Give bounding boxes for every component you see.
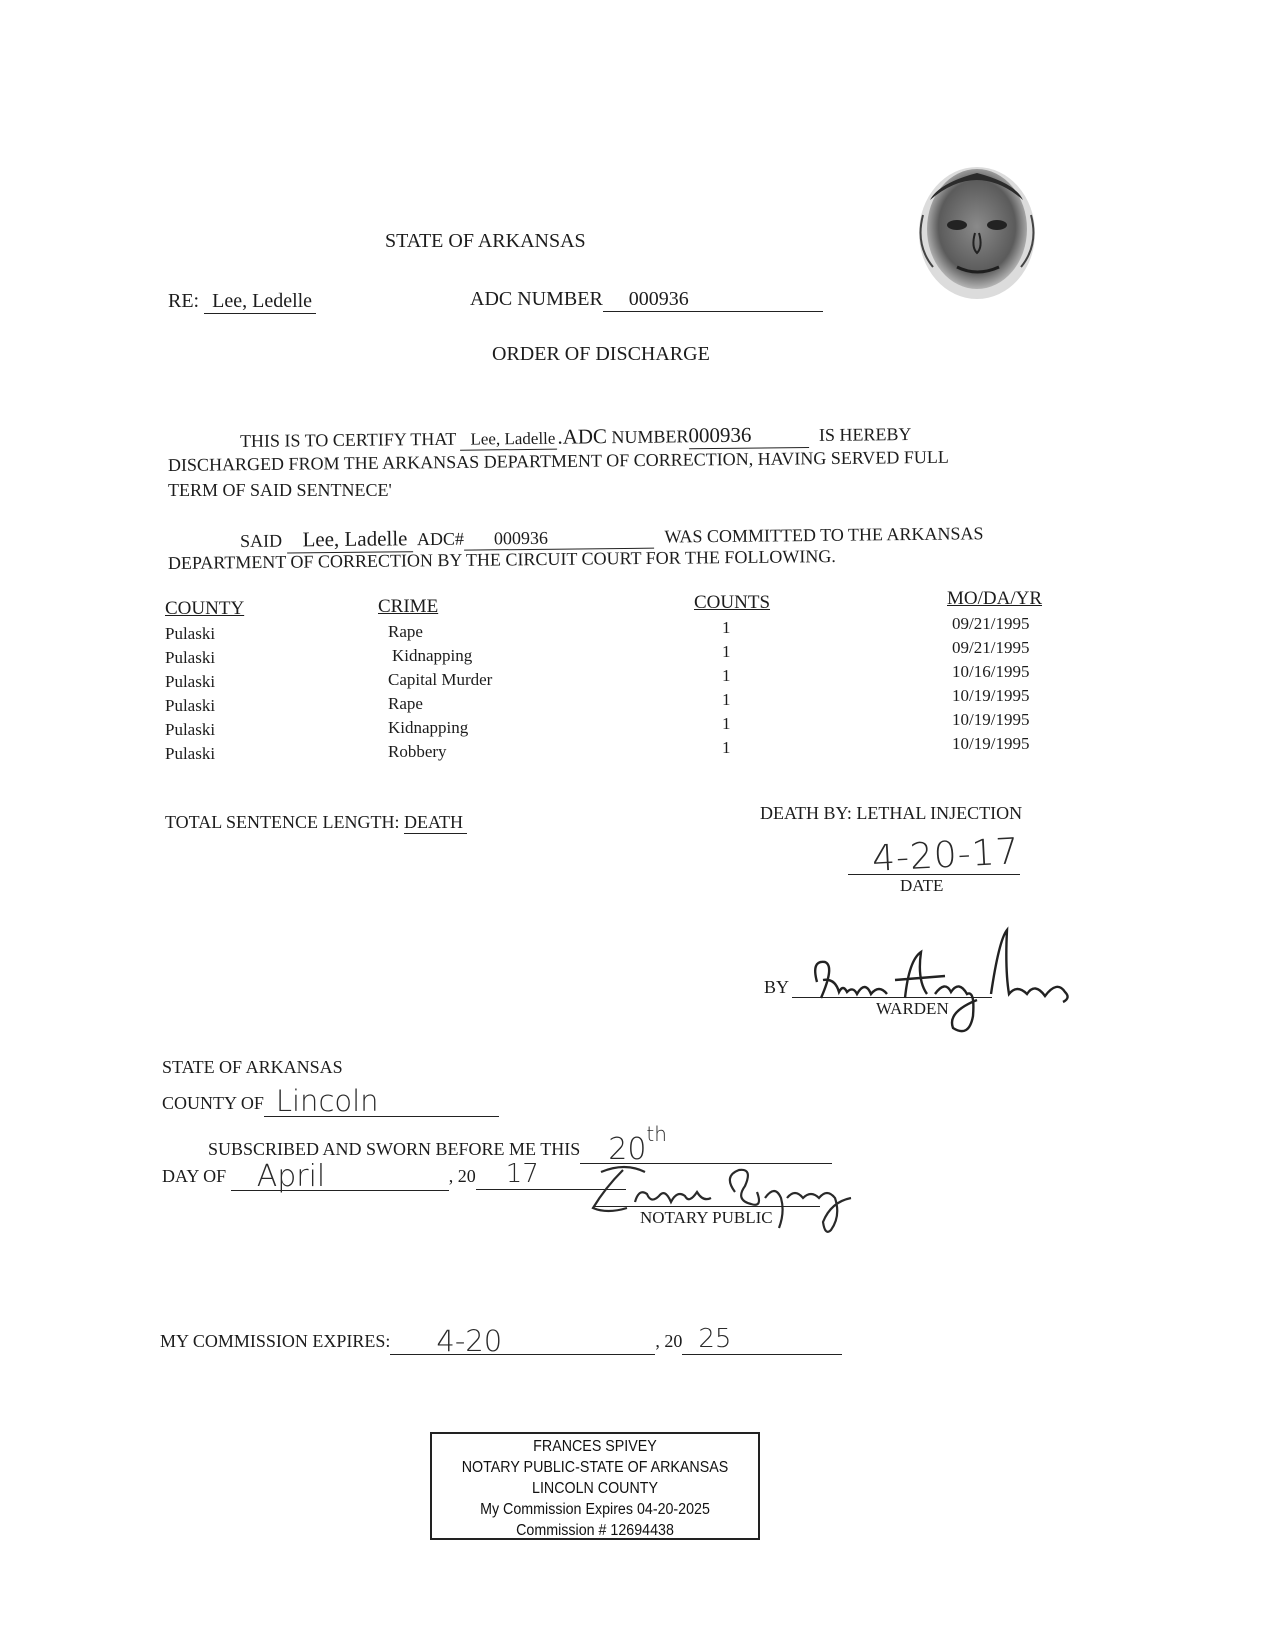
commission-year-prefix: , 20: [655, 1331, 683, 1351]
sentence-label: TOTAL SENTENCE LENGTH:: [165, 812, 400, 832]
certify-hereby: IS HEREBY: [818, 423, 912, 445]
commission-label: MY COMMISSION EXPIRES:: [160, 1331, 391, 1351]
certify-lead: THIS IS TO CERTIFY THAT: [239, 428, 457, 451]
committed-number: 000936: [464, 527, 654, 551]
committed-line-2: DEPARTMENT OF CORRECTION BY THE CIRCUIT COURT FOR THE FOLLOWING.: [167, 546, 836, 573]
committed-name: Lee, Ladelle: [286, 526, 413, 553]
re-name: Lee, Ledelle: [204, 290, 316, 314]
header-county: COUNTY: [165, 598, 245, 619]
adc-number: 000936: [603, 288, 823, 312]
day-suffix: th: [646, 1122, 667, 1146]
table-cell-county: Pulaski: [165, 648, 216, 667]
table-cell-date: 09/21/1995: [952, 638, 1030, 657]
notary-state: STATE OF ARKANSAS: [162, 1057, 343, 1077]
day-value: 20: [608, 1132, 647, 1167]
commission-year: 25: [698, 1324, 732, 1354]
stamp-line-3: LINCOLN COUNTY: [532, 1480, 658, 1497]
certify-number-label: NUMBER: [611, 426, 689, 448]
table-cell-date: 10/16/1995: [952, 662, 1030, 681]
certify-line-2: DISCHARGED FROM THE ARKANSAS DEPARTMENT OF CORRECTION, HAVING SERVED FULL: [167, 446, 949, 475]
committed-said: SAID: [239, 530, 283, 551]
year-value: 17: [505, 1159, 539, 1189]
table-cell-counts: 1: [722, 714, 731, 733]
committed-adc-label: ADC#: [416, 528, 465, 550]
adc-number-line: [470, 288, 823, 312]
committed-tail: WAS COMMITTED TO THE ARKANSAS: [664, 523, 984, 547]
certify-number: 000936: [688, 422, 808, 449]
table-cell-date: 10/19/1995: [952, 710, 1030, 729]
table-cell-date: 10/19/1995: [952, 686, 1030, 705]
stamp-name: FRANCES SPIVEY: [533, 1438, 657, 1455]
inmate-photo: [905, 155, 1045, 305]
warden-by-label: BY: [764, 977, 790, 997]
table-cell-counts: 1: [722, 642, 731, 661]
table-cell-county: Pulaski: [165, 672, 216, 691]
header-crime: CRIME: [378, 596, 439, 617]
re-line: [168, 290, 316, 314]
warden-signature: [795, 920, 1085, 1040]
month-value: April: [256, 1159, 326, 1194]
table-cell-crime: Rape: [388, 694, 423, 713]
stamp-line-5: Commission # 12694438: [516, 1522, 674, 1539]
warden-date-label: DATE: [900, 876, 944, 895]
table-cell-counts: 1: [722, 618, 731, 637]
table-cell-crime: Kidnapping: [392, 646, 473, 665]
notary-stamp: [430, 1432, 760, 1540]
table-cell-counts: 1: [722, 738, 731, 757]
table-cell-county: Pulaski: [165, 720, 216, 739]
day-of-label: DAY OF: [162, 1166, 227, 1186]
certify-line-3: TERM OF SAID SENTNECE': [168, 480, 392, 500]
order-title: ORDER OF DISCHARGE: [492, 343, 710, 365]
table-cell-counts: 1: [722, 690, 731, 709]
notary-county-value: Lincoln: [275, 1084, 379, 1118]
year-prefix: , 20: [448, 1166, 476, 1186]
stamp-line-2: NOTARY PUBLIC-STATE OF ARKANSAS: [461, 1459, 729, 1476]
day-of-line: [162, 1155, 626, 1194]
table-cell-county: Pulaski: [165, 696, 216, 715]
commission-line: [160, 1320, 842, 1358]
adc-label: ADC NUMBER: [470, 288, 603, 310]
table-cell-date: 10/19/1995: [952, 734, 1030, 753]
warden-title: WARDEN: [876, 999, 949, 1018]
re-label: RE:: [168, 290, 200, 312]
warden-date-handwritten: 4-20-17: [871, 831, 1021, 880]
sentence-value: DEATH: [404, 812, 467, 834]
header-date: MO/DA/YR: [947, 588, 1043, 609]
certify-adc-label: .ADC: [557, 424, 608, 449]
notary-county-line: [162, 1082, 499, 1117]
table-cell-crime: Capital Murder: [388, 670, 493, 689]
notary-public-label: NOTARY PUBLIC: [640, 1208, 773, 1227]
notary-county-label: COUNTY OF: [162, 1093, 264, 1113]
stamp-line-4: My Commission Expires 04-20-2025: [480, 1501, 710, 1518]
header-counts: COUNTS: [694, 592, 771, 613]
table-cell-county: Pulaski: [165, 624, 216, 643]
notary-county-underline: [264, 1082, 499, 1117]
commission-value: 4-20: [436, 1324, 503, 1358]
table-cell-crime: Robbery: [388, 742, 447, 761]
state-title: STATE OF ARKANSAS: [385, 230, 586, 252]
month-underline: [231, 1155, 449, 1194]
commission-year-underline: [682, 1324, 842, 1355]
table-cell-date: 09/21/1995: [952, 614, 1030, 633]
subscribed-label: SUBSCRIBED AND SWORN BEFORE ME THIS: [208, 1139, 581, 1159]
table-cell-counts: 1: [722, 666, 731, 685]
table-cell-crime: Rape: [388, 622, 423, 641]
certify-name: Lee, Ladelle: [460, 429, 557, 451]
sentence-line: [165, 812, 467, 834]
warden-date-line: [848, 874, 1020, 875]
notary-signature-line: [595, 1206, 820, 1207]
commission-underline: [390, 1320, 655, 1358]
death-by: DEATH BY: LETHAL INJECTION: [760, 803, 1023, 823]
table-cell-crime: Kidnapping: [388, 718, 469, 737]
table-cell-county: Pulaski: [165, 744, 216, 763]
